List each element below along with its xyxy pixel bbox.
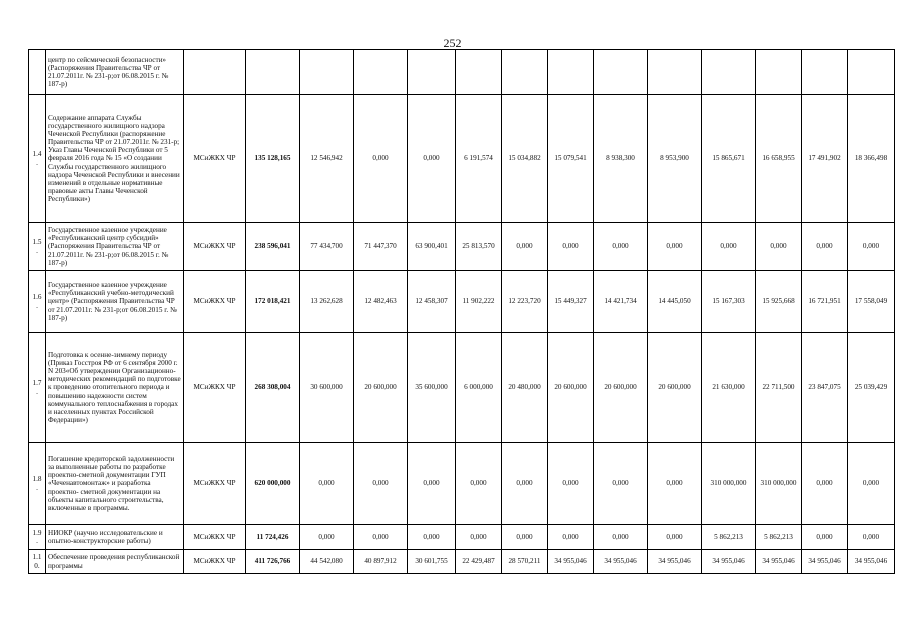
row-executor-cell: МСиЖКХ ЧР [184,95,246,223]
row-index-cell: 1.9 . [29,525,46,550]
row-executor-cell [184,50,246,95]
row-index-cell: 1.1 0. [29,550,46,574]
row-executor-cell: МСиЖКХ ЧР [184,333,246,443]
row-value-cell: 21 630,000 [702,333,756,443]
row-value-cell: 310 000,000 [756,443,802,525]
row-total-cell: 238 596,041 [246,223,300,271]
row-value-cell: 0,000 [756,223,802,271]
row-value-cell: 12 458,307 [408,271,456,333]
row-value-cell: 15 865,671 [702,95,756,223]
row-value-cell: 30 600,000 [300,333,354,443]
row-total-cell: 135 128,165 [246,95,300,223]
row-value-cell: 12 223,720 [502,271,548,333]
row-value-cell: 0,000 [300,525,354,550]
row-value-cell: 0,000 [802,223,848,271]
row-total-cell [246,50,300,95]
page-number: 252 [443,36,462,50]
row-index-cell: 1.7 . [29,333,46,443]
row-value-cell: 15 925,668 [756,271,802,333]
row-value-cell: 0,000 [802,525,848,550]
table-row [29,223,895,271]
row-value-cell: 25 039,429 [848,333,895,443]
row-value-cell [456,50,502,95]
row-value-cell: 0,000 [848,443,895,525]
row-value-cell: 14 421,734 [594,271,648,333]
row-value-cell: 0,000 [502,525,548,550]
row-value-cell: 20 600,000 [548,333,594,443]
row-value-cell: 0,000 [648,443,702,525]
row-value-cell: 11 902,222 [456,271,502,333]
row-value-cell [300,50,354,95]
row-value-cell: 310 000,000 [702,443,756,525]
row-value-cell: 34 955,046 [594,550,648,574]
row-value-cell: 0,000 [594,525,648,550]
row-value-cell: 0,000 [648,223,702,271]
row-value-cell: 18 366,498 [848,95,895,223]
row-value-cell: 14 445,050 [648,271,702,333]
row-value-cell: 17 558,049 [848,271,895,333]
row-value-cell [408,50,456,95]
row-value-cell: 77 434,700 [300,223,354,271]
row-value-cell: 16 658,955 [756,95,802,223]
row-value-cell: 34 955,046 [802,550,848,574]
row-value-cell: 0,000 [548,443,594,525]
table-row [29,550,895,574]
row-value-cell: 0,000 [354,95,408,223]
row-value-cell [756,50,802,95]
row-value-cell: 0,000 [848,223,895,271]
row-value-cell: 22 429,487 [456,550,502,574]
row-value-cell: 63 900,401 [408,223,456,271]
row-name-cell: Погашение кредиторской задолженности за выполненные работы по разработке проектно-сметной документации ГУП «Чеченавтомонтаж» и разработка проектно- сметной документации на объекты капитального строительства, включенные в программы. [46,443,184,525]
row-index-cell [29,50,46,95]
row-index-cell: 1.4 . [29,95,46,223]
row-value-cell: 0,000 [502,223,548,271]
row-value-cell: 20 480,000 [502,333,548,443]
row-value-cell: 34 955,046 [848,550,895,574]
row-value-cell: 30 601,755 [408,550,456,574]
row-name-cell: НИОКР (научно исследовательские и опытно-конструкторские работы) [46,525,184,550]
row-value-cell: 0,000 [802,443,848,525]
row-index-cell: 1.8 . [29,443,46,525]
row-value-cell: 0,000 [456,525,502,550]
row-value-cell: 25 813,570 [456,223,502,271]
row-value-cell: 35 600,000 [408,333,456,443]
row-value-cell: 28 570,211 [502,550,548,574]
row-value-cell: 0,000 [702,223,756,271]
row-value-cell: 0,000 [548,223,594,271]
row-value-cell: 0,000 [408,525,456,550]
table-row [29,95,895,223]
row-value-cell: 6 191,574 [456,95,502,223]
row-value-cell: 12 482,463 [354,271,408,333]
row-executor-cell: МСиЖКХ ЧР [184,223,246,271]
row-value-cell: 16 721,951 [802,271,848,333]
table-body [29,50,895,574]
row-value-cell: 20 600,000 [354,333,408,443]
row-value-cell: 15 449,327 [548,271,594,333]
row-value-cell: 15 167,303 [702,271,756,333]
row-value-cell: 34 955,046 [702,550,756,574]
row-name-cell: Содержание аппарата Службы государственного жилищного надзора Чеченской Республики (распоряжение Правительства ЧР от 21.07.2011г. № 231-р; Указ Главы Чеченской Республики от 5 февраля 2016 года № 15 «О создании Службы государственного жилищного надзора Чеченской Республики и внесении изменений в отдельные нормативные правовые акты Главы Чеченской Республики») [46,95,184,223]
row-executor-cell: МСиЖКХ ЧР [184,525,246,550]
row-value-cell: 34 955,046 [648,550,702,574]
table-row [29,443,895,525]
row-value-cell: 17 491,902 [802,95,848,223]
row-name-cell: Государственное казенное учреждение «Республиканский центр субсидий» (Распоряжения Правительства ЧР от 21.07.2011г. № 231-р;от 06.08.2015 г. № 187-р) [46,223,184,271]
row-value-cell: 8 953,900 [648,95,702,223]
row-value-cell: 0,000 [408,95,456,223]
row-name-cell: центр по сейсмической безопасности» (Распоряжения Правительства ЧР от 21.07.2011г. № 231-р;от 06.08.2015 г. № 187-р) [46,50,184,95]
table-row [29,333,895,443]
budget-table [28,49,895,574]
row-value-cell [648,50,702,95]
row-value-cell [702,50,756,95]
row-value-cell: 20 600,000 [594,333,648,443]
row-total-cell: 172 018,421 [246,271,300,333]
row-name-cell: Государственное казенное учреждение «Республиканский учебно-методический центр» (Распоряжения Правительства ЧР от 21.07.2011г. № 231-р;от 06.08.2015 г. № 187-р) [46,271,184,333]
table-row [29,271,895,333]
row-value-cell: 0,000 [548,525,594,550]
row-executor-cell: МСиЖКХ ЧР [184,550,246,574]
row-value-cell: 40 897,912 [354,550,408,574]
row-value-cell: 15 079,541 [548,95,594,223]
row-value-cell: 0,000 [594,443,648,525]
row-name-cell: Обеспечение проведения республиканской программы [46,550,184,574]
row-value-cell: 0,000 [594,223,648,271]
row-value-cell: 0,000 [408,443,456,525]
table-row [29,525,895,550]
row-total-cell: 620 000,000 [246,443,300,525]
row-index-cell: 1.5 . [29,223,46,271]
row-value-cell: 0,000 [648,525,702,550]
row-value-cell [802,50,848,95]
row-value-cell: 0,000 [502,443,548,525]
row-total-cell: 411 726,766 [246,550,300,574]
row-value-cell [354,50,408,95]
row-total-cell: 268 308,004 [246,333,300,443]
row-value-cell: 23 847,075 [802,333,848,443]
row-value-cell: 12 546,942 [300,95,354,223]
row-index-cell: 1.6 . [29,271,46,333]
row-value-cell: 71 447,370 [354,223,408,271]
row-value-cell: 22 711,500 [756,333,802,443]
row-value-cell: 5 862,213 [702,525,756,550]
row-value-cell: 8 938,300 [594,95,648,223]
row-total-cell: 11 724,426 [246,525,300,550]
row-value-cell [594,50,648,95]
row-value-cell [548,50,594,95]
row-executor-cell: МСиЖКХ ЧР [184,271,246,333]
row-value-cell: 6 000,000 [456,333,502,443]
table-row [29,50,895,95]
row-value-cell: 34 955,046 [756,550,802,574]
row-executor-cell: МСиЖКХ ЧР [184,443,246,525]
row-value-cell: 0,000 [354,443,408,525]
row-value-cell [848,50,895,95]
row-value-cell: 0,000 [354,525,408,550]
row-value-cell: 5 862,213 [756,525,802,550]
row-value-cell: 34 955,046 [548,550,594,574]
row-value-cell: 0,000 [848,525,895,550]
row-value-cell: 13 262,628 [300,271,354,333]
row-value-cell: 15 034,882 [502,95,548,223]
row-value-cell: 44 542,080 [300,550,354,574]
row-value-cell: 20 600,000 [648,333,702,443]
row-value-cell: 0,000 [300,443,354,525]
row-name-cell: Подготовка к осенне-зимнему периоду (Приказ Госстроя РФ от 6 сентября 2000 г. N 203«Об утверждении Организационно-методических рекомендаций по подготовке к проведению отопительного периода и повышению надежности систем коммунального теплоснабжения в городах и населенных пунктах Российской Федерации») [46,333,184,443]
row-value-cell: 0,000 [456,443,502,525]
row-value-cell [502,50,548,95]
